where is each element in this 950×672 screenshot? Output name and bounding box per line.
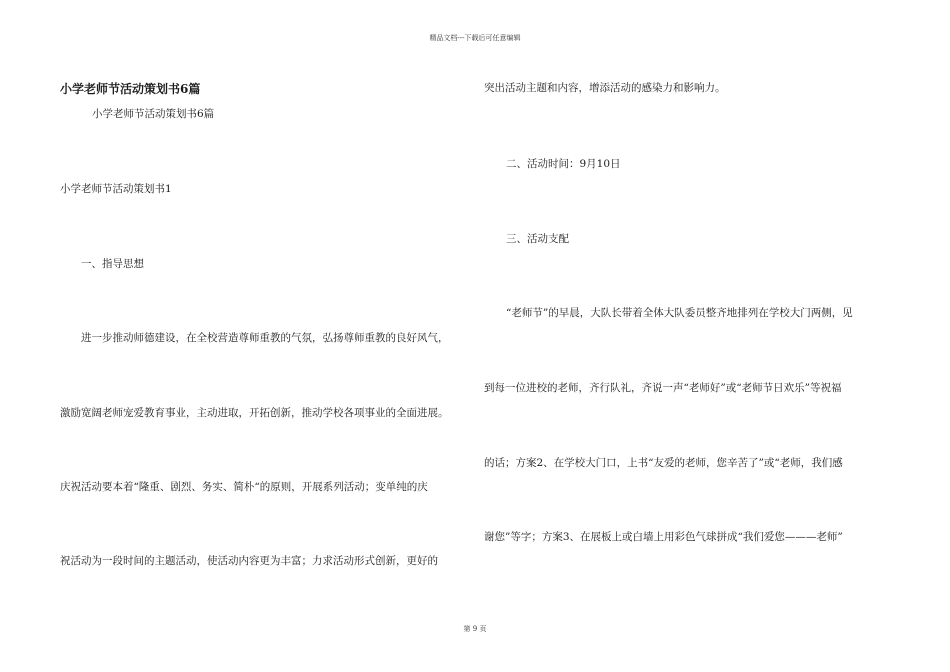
paragraph-line: 祝活动为一段时间的主题活动，使活动内容更为丰富；力求活动形式创新，更好的 xyxy=(60,555,438,567)
heading-guiding-thought: 一、指导思想 xyxy=(81,258,144,270)
paragraph-line: “老师节”的早晨，大队长带着全体大队委员整齐地排列在学校大门两侧，见 xyxy=(506,307,853,319)
document-subtitle: 小学老师节活动策划书6篇 xyxy=(92,108,215,120)
paragraph-line: 突出活动主题和内容，增添活动的感染力和影响力。 xyxy=(484,82,726,94)
paragraph-line: 的话；方案2、在学校大门口，上书“友爱的老师，您辛苦了”或“老师，我们感 xyxy=(484,457,843,469)
page-footer: 第 9 页 xyxy=(463,625,487,633)
paragraph-line: 到每一位进校的老师，齐行队礼，齐说一声“老师好”或“老师节日欢乐”等祝福 xyxy=(484,382,842,394)
paragraph-line: 庆祝活动要本着“隆重、剧烈、务实、简朴“的原则，开展系列活动；变单纯的庆 xyxy=(60,481,428,493)
paragraph-line: 谢您”等字；方案3、在展板上或白墙上用彩色气球拼成“我们爱您———老师” xyxy=(484,531,843,543)
section-heading: 小学老师节活动策划书1 xyxy=(60,183,172,195)
heading-activity-time: 二、活动时间：9月10日 xyxy=(506,158,621,170)
page-header: 精品文档---下载后可任意编辑 xyxy=(429,34,521,42)
paragraph-line: 激励宽阔老师宠爱教育事业，主动进取，开拓创新，推动学校各项事业的全面进展。 xyxy=(60,407,449,419)
paragraph-line: 进一步推动师德建设，在全校营造尊师重教的气氛，弘扬尊师重教的良好风气， xyxy=(81,332,449,344)
heading-activity-arrangement: 三、活动支配 xyxy=(506,233,569,245)
document-title: 小学老师节活动策划书6篇 xyxy=(60,82,201,96)
